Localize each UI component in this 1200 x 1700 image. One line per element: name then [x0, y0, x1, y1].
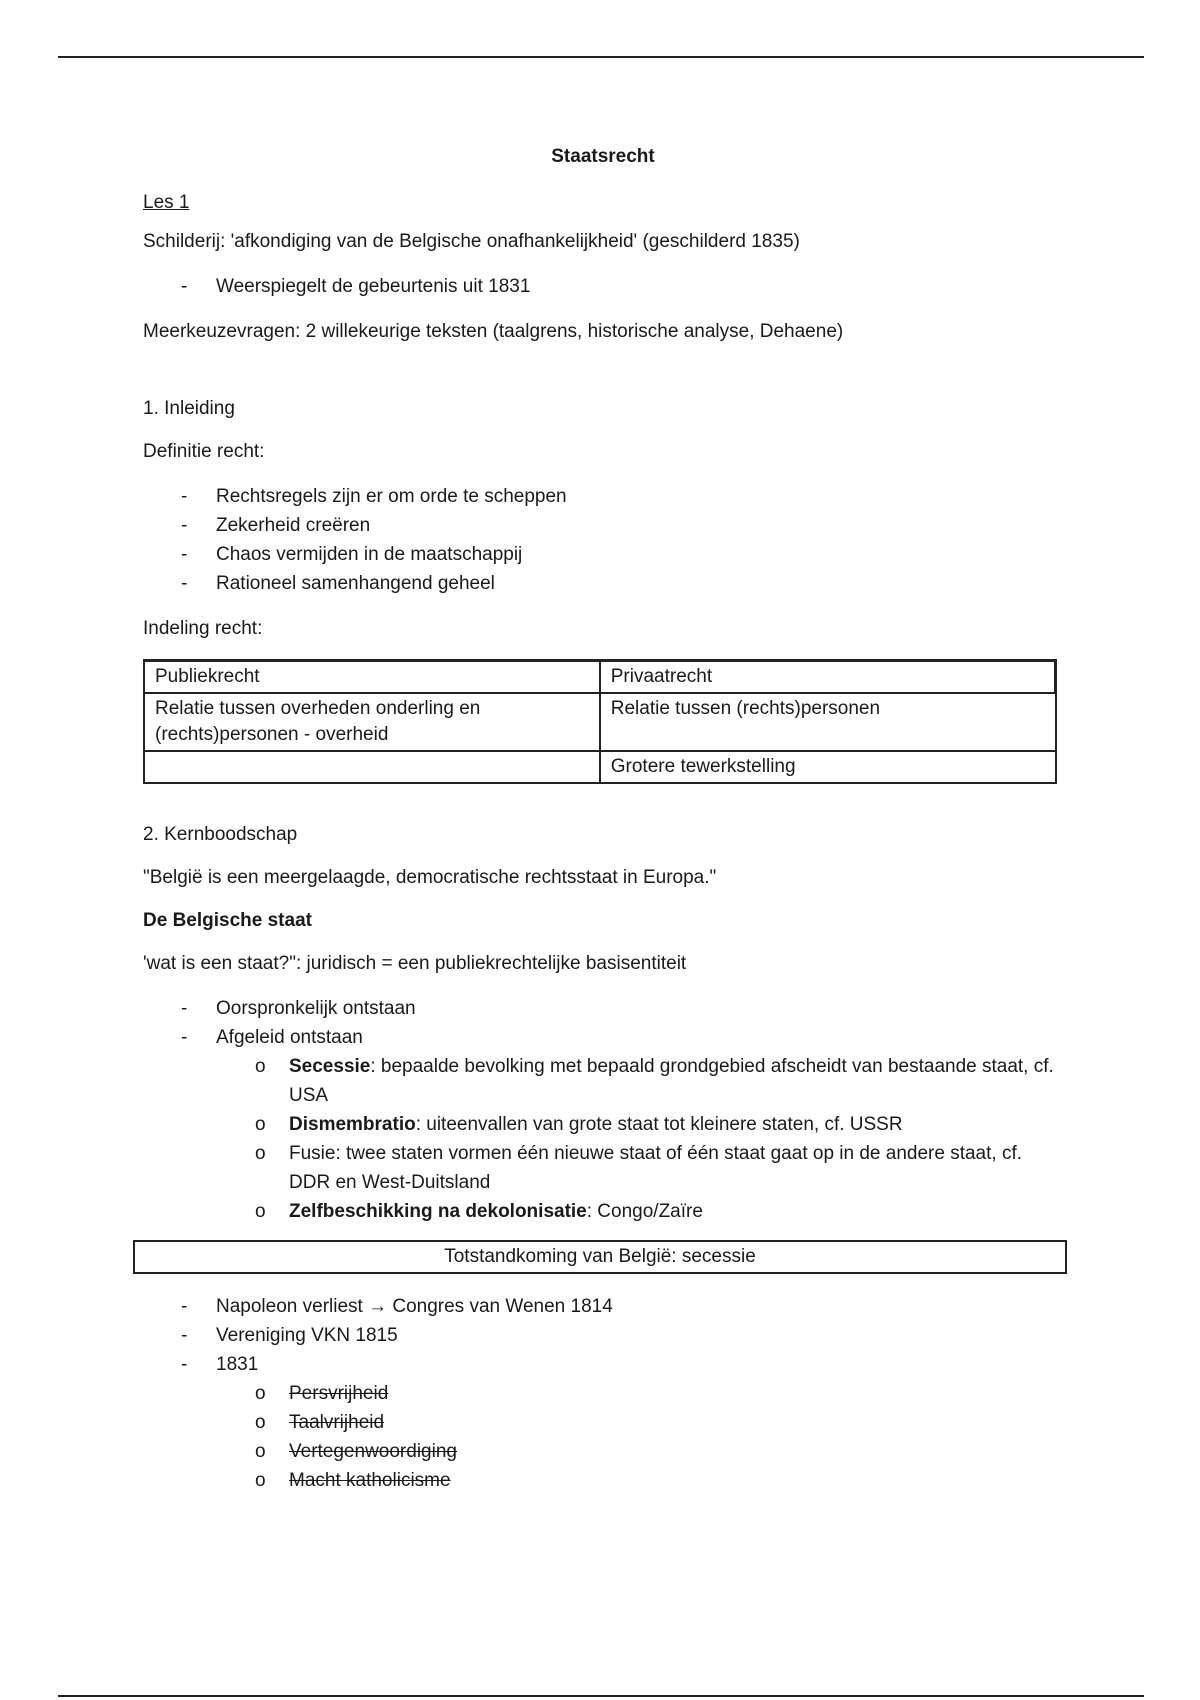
list-item: - Weerspiegelt de gebeurtenis uit 1831 — [143, 272, 1063, 301]
lesson-label: Les 1 — [143, 192, 190, 213]
circle-bullet-icon: o — [255, 1412, 266, 1433]
term-description: Fusie: twee staten vormen één nieuwe staat of één staat gaat op in de andere staat, cf. DDR en West-Duitsland — [289, 1143, 1023, 1193]
table-row — [144, 693, 1056, 751]
kernboodschap-quote: "België is een meergelaagde, democratische rechtsstaat in Europa." — [143, 867, 717, 888]
struck-item — [143, 1408, 1063, 1437]
term-description: : bepaalde bevolking met bepaald grondgebied afscheidt van bestaande staat, cf. USA — [289, 1056, 1054, 1106]
circle-bullet-icon: o — [255, 1383, 266, 1404]
totstandkoming-box: Totstandkoming van België: secessie — [133, 1240, 1067, 1274]
term: Zelfbeschikking na dekolonisatie — [289, 1201, 587, 1222]
struck-text: Taalvrijheid — [289, 1412, 385, 1433]
list-item-label: Afgeleid ontstaan — [216, 1027, 363, 1048]
term-description: : uiteenvallen van grote staat tot kleinere staten, cf. USSR — [415, 1114, 903, 1135]
definitie-label: Definitie recht: — [143, 441, 265, 462]
footer-rule — [58, 1695, 1144, 1697]
term-description: : Congo/Zaïre — [586, 1201, 703, 1222]
struck-item — [143, 1437, 1063, 1466]
circle-bullet-icon: o — [255, 1470, 266, 1491]
table-header-row — [144, 661, 1056, 694]
list-item: - Napoleon verliest → Congres van Wenen 1814 — [143, 1292, 1063, 1321]
table-cell: Grotere tewerkstelling — [600, 751, 1056, 783]
term: Dismembratio — [289, 1114, 416, 1135]
circle-bullet-icon: o — [255, 1201, 266, 1222]
definitie-list — [143, 482, 1063, 598]
struck-text: Vertegenwoordiging — [289, 1441, 457, 1462]
list-item: - Chaos vermijden in de maatschappij — [143, 540, 1063, 569]
afgeleid-sublist — [216, 1052, 1063, 1226]
table-header-cell: Publiekrecht — [144, 661, 600, 694]
struck-text: Macht katholicisme — [289, 1470, 451, 1491]
sub-list-item — [143, 1197, 1063, 1226]
table-row — [144, 751, 1056, 783]
sub-list-item — [143, 1139, 1063, 1197]
table-cell — [144, 751, 600, 783]
history-list — [143, 1292, 1063, 1495]
struck-sublist — [216, 1379, 1063, 1495]
ontstaan-list — [143, 994, 1063, 1226]
wat-is-staat-line: 'wat is een staat?": juridisch = een publiekrechtelijke basisentiteit — [143, 953, 687, 974]
document-title: Staatsrecht — [551, 146, 655, 167]
schilderij-list — [143, 272, 1063, 301]
list-item — [143, 1350, 1063, 1495]
document-page — [143, 140, 1063, 1513]
indeling-table — [143, 659, 1057, 784]
circle-bullet-icon: o — [255, 1441, 266, 1462]
belgische-staat-heading: De Belgische staat — [143, 910, 312, 931]
section-heading-kernboodschap: 2. Kernboodschap — [143, 824, 298, 845]
list-item: - Rationeel samenhangend geheel — [143, 569, 1063, 598]
list-item-label: 1831 — [216, 1354, 259, 1375]
sub-list-item — [143, 1110, 1063, 1139]
table-cell: Relatie tussen (rechts)personen — [600, 693, 1056, 751]
section-heading-inleiding: 1. Inleiding — [143, 398, 235, 419]
list-item: - Rechtsregels zijn er om orde te scheppen — [143, 482, 1063, 511]
circle-bullet-icon: o — [255, 1114, 266, 1135]
circle-bullet-icon: o — [255, 1056, 266, 1077]
term: Secessie — [289, 1056, 371, 1077]
struck-text: Persvrijheid — [289, 1383, 389, 1404]
list-item: - Oorspronkelijk ontstaan — [143, 994, 1063, 1023]
sub-list-item — [143, 1052, 1063, 1110]
schilderij-line: Schilderij: 'afkondiging van de Belgische onafhankelijkheid' (geschilderd 1835) — [143, 231, 800, 252]
indeling-label: Indeling recht: — [143, 618, 263, 639]
table-cell: Relatie tussen overheden onderling en (rechts)personen - overheid — [144, 693, 600, 751]
list-item: - Vereniging VKN 1815 — [143, 1321, 1063, 1350]
circle-bullet-icon: o — [255, 1143, 266, 1164]
header-rule — [58, 56, 1144, 58]
struck-item — [143, 1466, 1063, 1495]
list-item — [143, 1023, 1063, 1226]
meerkeuze-line: Meerkeuzevragen: 2 willekeurige teksten (taalgrens, historische analyse, Dehaene) — [143, 321, 844, 342]
list-item: - Zekerheid creëren — [143, 511, 1063, 540]
struck-item — [143, 1379, 1063, 1408]
table-header-cell: Privaatrecht — [600, 661, 1056, 694]
